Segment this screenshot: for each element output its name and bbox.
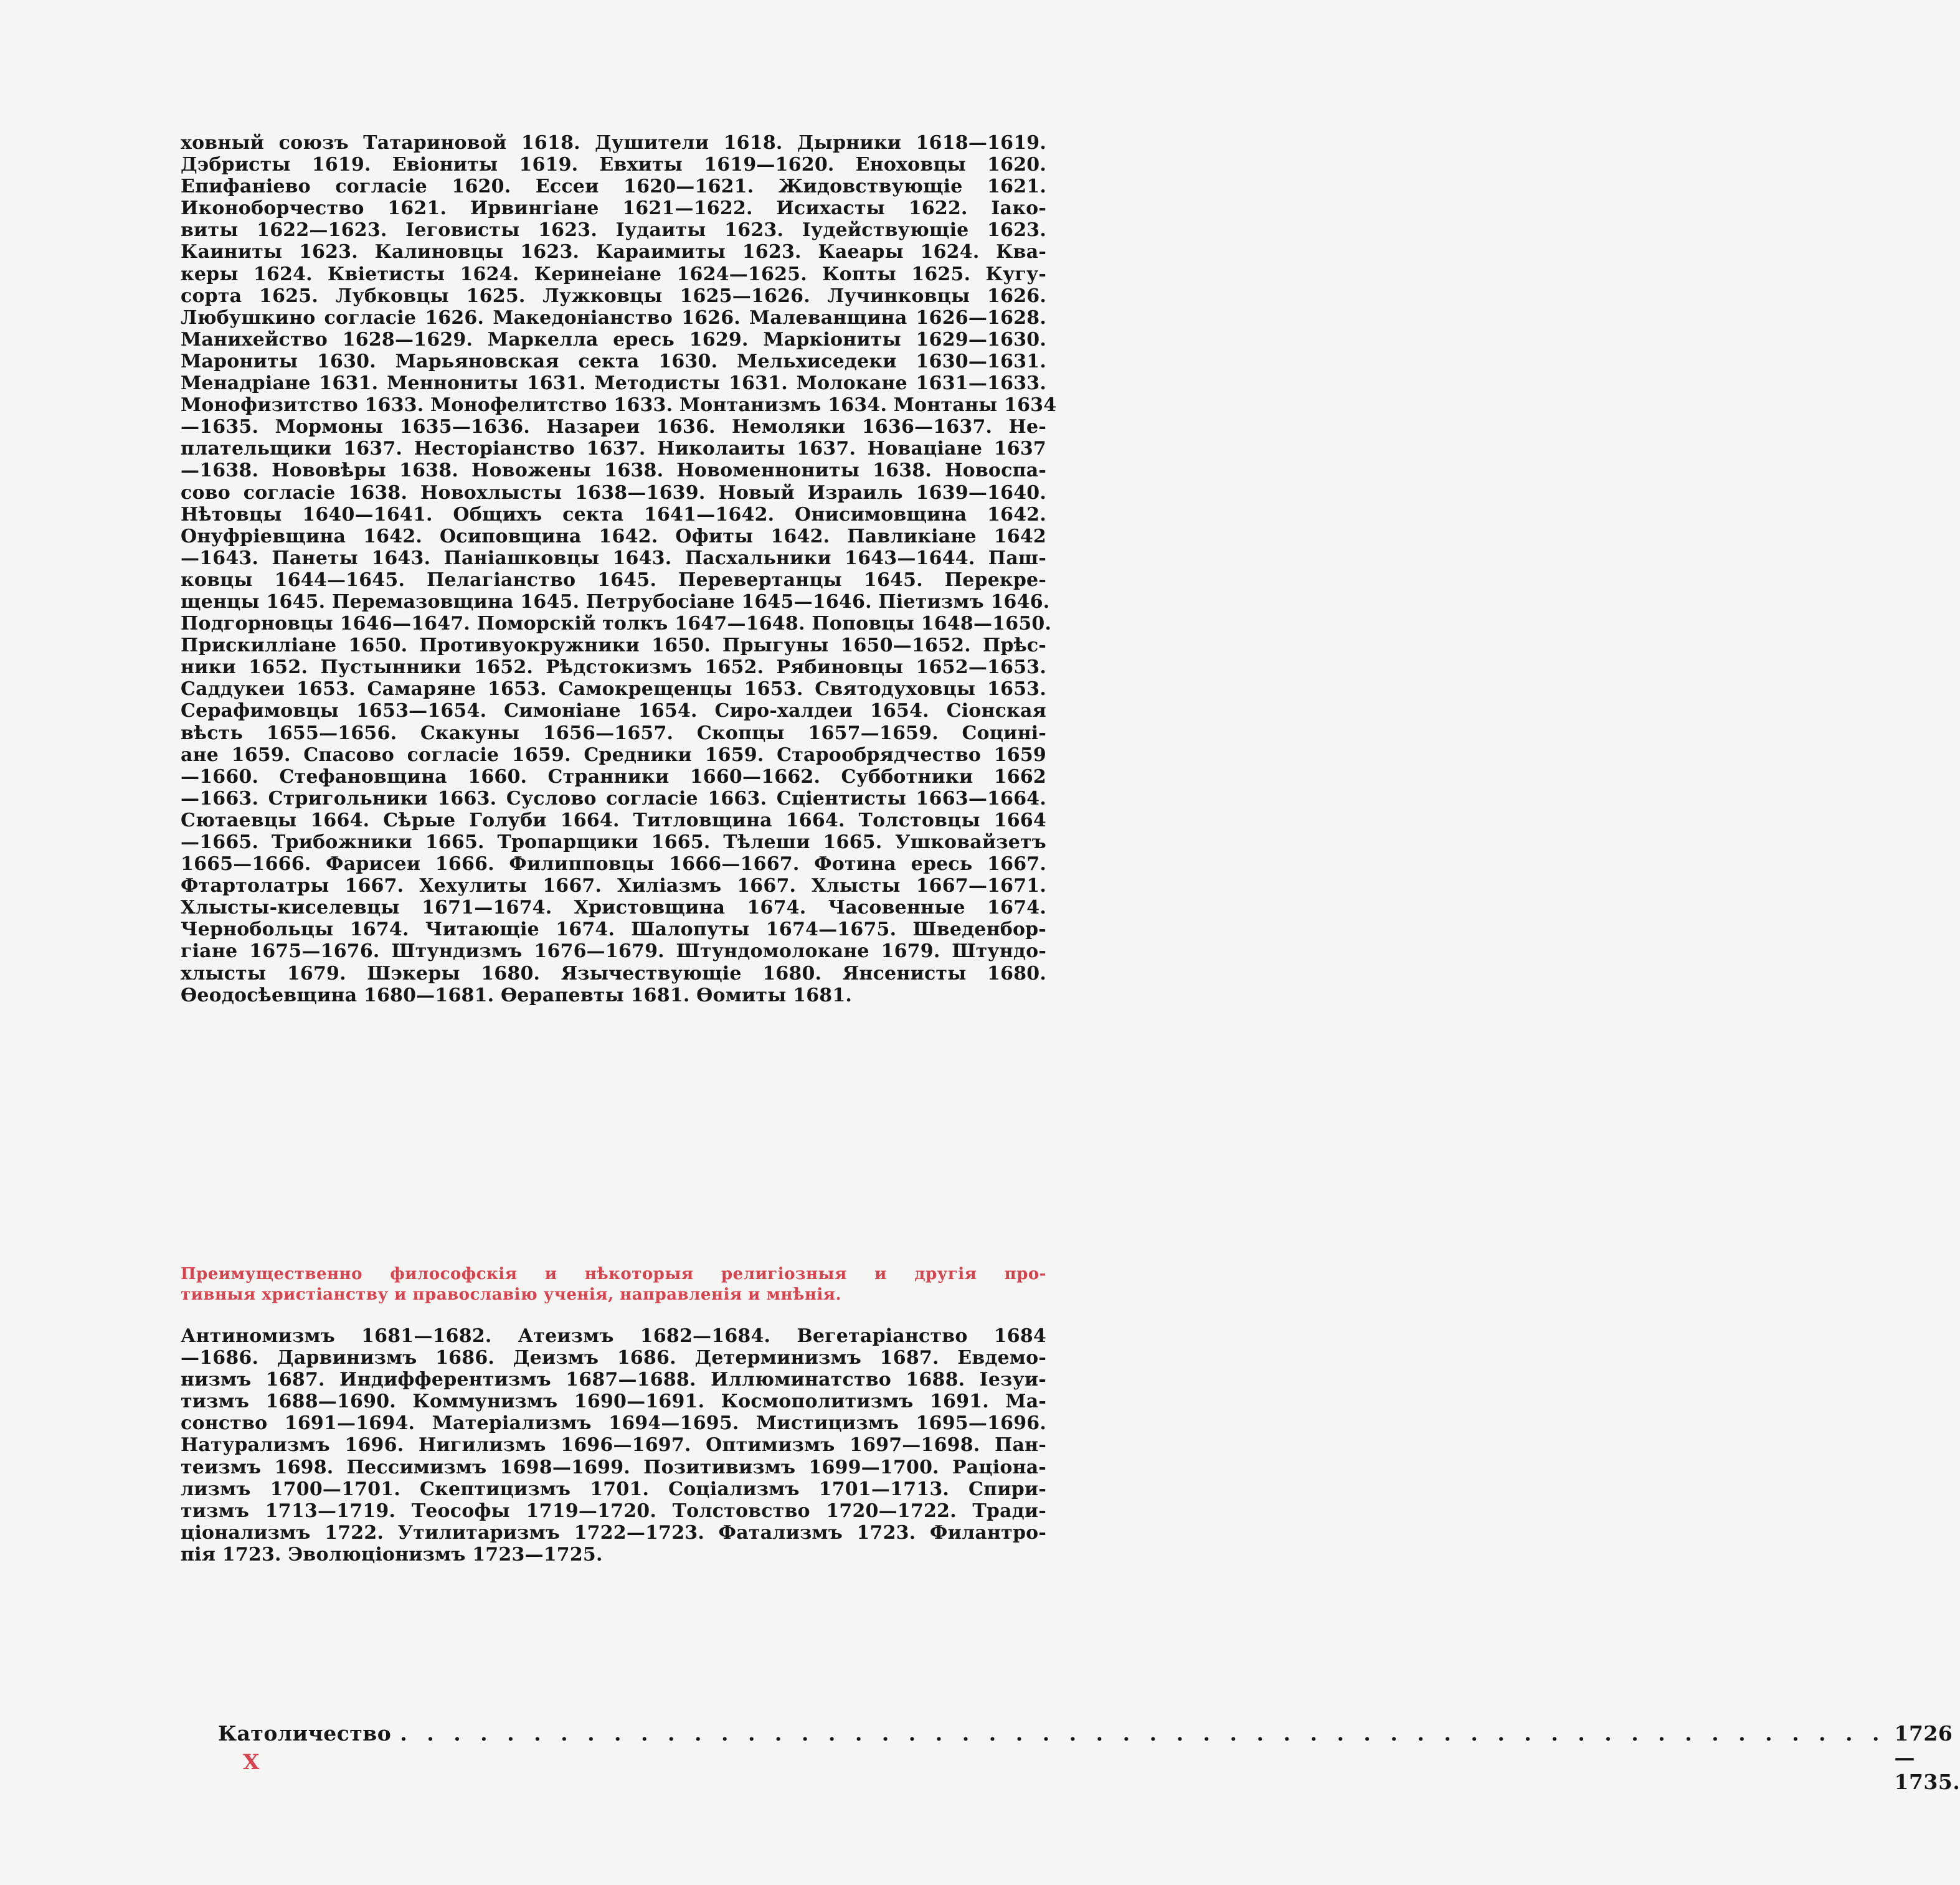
text-line: ціонализмъ 1722. Утилитаризмъ 1722—1723. Фатализмъ 1723. Филантро- bbox=[181, 1521, 1046, 1544]
text-line: тизмъ 1713—1719. Теософы 1719—1720. Толстовство 1720—1722. Тради- bbox=[181, 1500, 1046, 1522]
text-line: Серафимовцы 1653—1654. Симоніане 1654. Сиро-халдеи 1654. Сіонская bbox=[181, 700, 1046, 722]
text-line: сово согласіе 1638. Новохлысты 1638—1639. Новый Израиль 1639—1640. bbox=[181, 481, 1046, 504]
text-line: —1686. Дарвинизмъ 1686. Деизмъ 1686. Детерминизмъ 1687. Евдемо- bbox=[181, 1347, 1046, 1369]
text-line: хлысты 1679. Шэкеры 1680. Язычествующіе 1680. Янсенисты 1680. bbox=[181, 962, 1046, 985]
text-line: Сютаевцы 1664. Сѣрые Голуби 1664. Титловщина 1664. Толстовцы 1664 bbox=[181, 809, 1046, 831]
text-line: гіане 1675—1676. Штундизмъ 1676—1679. Штундомолокане 1679. Штундо- bbox=[181, 940, 1046, 963]
text-line: теизмъ 1698. Пессимизмъ 1698—1699. Позитивизмъ 1699—1700. Раціона- bbox=[181, 1456, 1046, 1478]
text-line: —1665. Трибожники 1665. Тропарщики 1665. Тѣлеши 1665. Ушковайзетъ bbox=[181, 831, 1046, 853]
text-line: плательщики 1637. Несторіанство 1637. Николаиты 1637. Новаціане 1637 bbox=[181, 438, 1046, 460]
text-line: Натурализмъ 1696. Нигилизмъ 1696—1697. Оптимизмъ 1697—1698. Пан- bbox=[181, 1434, 1046, 1457]
text-line: Каиниты 1623. Калиновцы 1623. Караимиты 1623. Каеары 1624. Ква- bbox=[181, 241, 1046, 263]
text-line: ховный союзъ Татариновой 1618. Душители 1618. Дырники 1618—1619. bbox=[181, 132, 1046, 154]
text-line: Менадріане 1631. Меннониты 1631. Методисты 1631. Молокане 1631—1633. bbox=[181, 372, 1046, 395]
text-line: Марониты 1630. Марьяновская секта 1630. Мельхиседеки 1630—1631. bbox=[181, 350, 1046, 372]
text-line: Фтартолатры 1667. Хехулиты 1667. Хиліазмъ 1667. Хлысты 1667—1671. bbox=[181, 875, 1046, 897]
text-line: виты 1622—1623. Іеговисты 1623. Іудаиты 1623. Іудействующіе 1623. bbox=[181, 219, 1046, 242]
text-line: низмъ 1687. Индифферентизмъ 1687—1688. Иллюминатство 1688. Іезуи- bbox=[181, 1369, 1046, 1391]
toc-entry-label: Католичество bbox=[218, 1721, 392, 1746]
text-line: Любушкино согласіе 1626. Македоніанство 1626. Малеванщина 1626—1628. bbox=[181, 306, 1046, 329]
text-line: —1635. Мормоны 1635—1636. Назареи 1636. Немоляки 1636—1637. Не- bbox=[181, 416, 1046, 438]
text-line: щенцы 1645. Перемазовщина 1645. Петрубосіане 1645—1646. Піетизмъ 1646. bbox=[181, 590, 1050, 613]
text-line: лизмъ 1700—1701. Скептицизмъ 1701. Соціализмъ 1701—1713. Спири- bbox=[181, 1478, 1046, 1500]
text-line: ане 1659. Спасово согласіе 1659. Средники 1659. Старообрядчество 1659 bbox=[181, 744, 1046, 766]
text-line: ники 1652. Пустынники 1652. Рѣдстокизмъ 1652. Рябиновцы 1652—1653. bbox=[181, 656, 1046, 679]
text-line: Подгорновцы 1646—1647. Поморскій толкъ 1647—1648. Поповцы 1648—1650. bbox=[181, 613, 1052, 635]
text-line: Епифаніево согласіе 1620. Ессеи 1620—1621. Жидовствующіе 1621. bbox=[181, 176, 1046, 198]
text-line: керы 1624. Квіетисты 1624. Керинеіане 1624—1625. Копты 1625. Кугу- bbox=[181, 263, 1046, 285]
text-line: Монофизитство 1633. Монофелитство 1633. Монтанизмъ 1634. Монтаны 1634 bbox=[181, 394, 1057, 417]
section-heading-line-2: тивныя христіанству и православію ученія, направленія и мнѣнія. bbox=[181, 1285, 842, 1304]
text-line: Дэбристы 1619. Евіониты 1619. Евхиты 1619—1620. Еноховцы 1620. bbox=[181, 154, 1046, 176]
philosophy-index-text bbox=[181, 1325, 1046, 1566]
text-line: —1663. Стригольники 1663. Суслово согласіе 1663. Сціентисты 1663—1664. bbox=[181, 787, 1046, 810]
text-line: Нѣтовцы 1640—1641. Общихъ секта 1641—1642. Онисимовщина 1642. bbox=[181, 503, 1046, 526]
page-number: X bbox=[243, 1750, 260, 1775]
text-line: сорта 1625. Лубковцы 1625. Лужковцы 1625—1626. Лучинковцы 1626. bbox=[181, 285, 1046, 307]
text-line: Манихейство 1628—1629. Маркелла ересь 1629. Маркіониты 1629—1630. bbox=[181, 328, 1046, 351]
text-line: Ѳеодосѣевщина 1680—1681. Ѳерапевты 1681. Ѳомиты 1681. bbox=[181, 984, 853, 1006]
text-line: Онуфріевщина 1642. Осиповщина 1642. Офиты 1642. Павликіане 1642 bbox=[181, 525, 1046, 547]
text-line: ковцы 1644—1645. Пелагіанство 1645. Перевертанцы 1645. Перекре- bbox=[181, 569, 1046, 591]
text-line: Антиномизмъ 1681—1682. Атеизмъ 1682—1684. Вегетаріанство 1684 bbox=[181, 1325, 1046, 1347]
text-line: сонство 1691—1694. Матеріализмъ 1694—1695. Мистицизмъ 1695—1696. bbox=[181, 1412, 1046, 1435]
section-heading-line-1: Преимущественно философскія и нѣкоторыя религіозныя и другія про- bbox=[181, 1265, 1046, 1283]
text-line: —1638. Нововѣры 1638. Новожены 1638. Новоменнониты 1638. Новоспа- bbox=[181, 460, 1046, 482]
text-line: 1665—1666. Фарисеи 1666. Филипповцы 1666—1667. Фотина ересь 1667. bbox=[181, 853, 1046, 876]
text-line: Хлысты-киселевцы 1671—1674. Христовщина 1674. Часовенные 1674. bbox=[181, 897, 1046, 919]
text-line: Иконоборчество 1621. Ирвингіане 1621—1622. Исихасты 1622. Іако- bbox=[181, 197, 1046, 220]
toc-entry-pages: 1726—1735. bbox=[1894, 1721, 1960, 1794]
toc-leader-dots: . . . . . . . . . . . . . . . . . . . . . . . . . . . . . . . . . . . . . . . . . . . . . . . . . . . . . . . . bbox=[400, 1721, 1886, 1746]
text-line: —1660. Стефановщина 1660. Странники 1660—1662. Субботники 1662 bbox=[181, 765, 1046, 788]
text-line: Прискилліане 1650. Противуокружники 1650. Прыгуны 1650—1652. Прѣс- bbox=[181, 635, 1046, 657]
text-line: вѣсть 1655—1656. Скакуны 1656—1657. Скопцы 1657—1659. Социні- bbox=[181, 722, 1046, 744]
section-heading bbox=[181, 1264, 1046, 1305]
main-index-text bbox=[181, 132, 1057, 1006]
text-line: —1643. Панеты 1643. Паніашковцы 1643. Пасхальники 1643—1644. Паш- bbox=[181, 547, 1046, 569]
text-line: Чернобольцы 1674. Читающіе 1674. Шалопуты 1674—1675. Шведенбор- bbox=[181, 919, 1046, 941]
toc-entry-catholicism bbox=[218, 1721, 1960, 1794]
text-line: тизмъ 1688—1690. Коммунизмъ 1690—1691. Космополитизмъ 1691. Ма- bbox=[181, 1391, 1046, 1413]
text-line: пія 1723. Эволюціонизмъ 1723—1725. bbox=[181, 1543, 603, 1566]
text-line: Саддукеи 1653. Самаряне 1653. Самокрещенцы 1653. Святодуховцы 1653. bbox=[181, 678, 1046, 701]
